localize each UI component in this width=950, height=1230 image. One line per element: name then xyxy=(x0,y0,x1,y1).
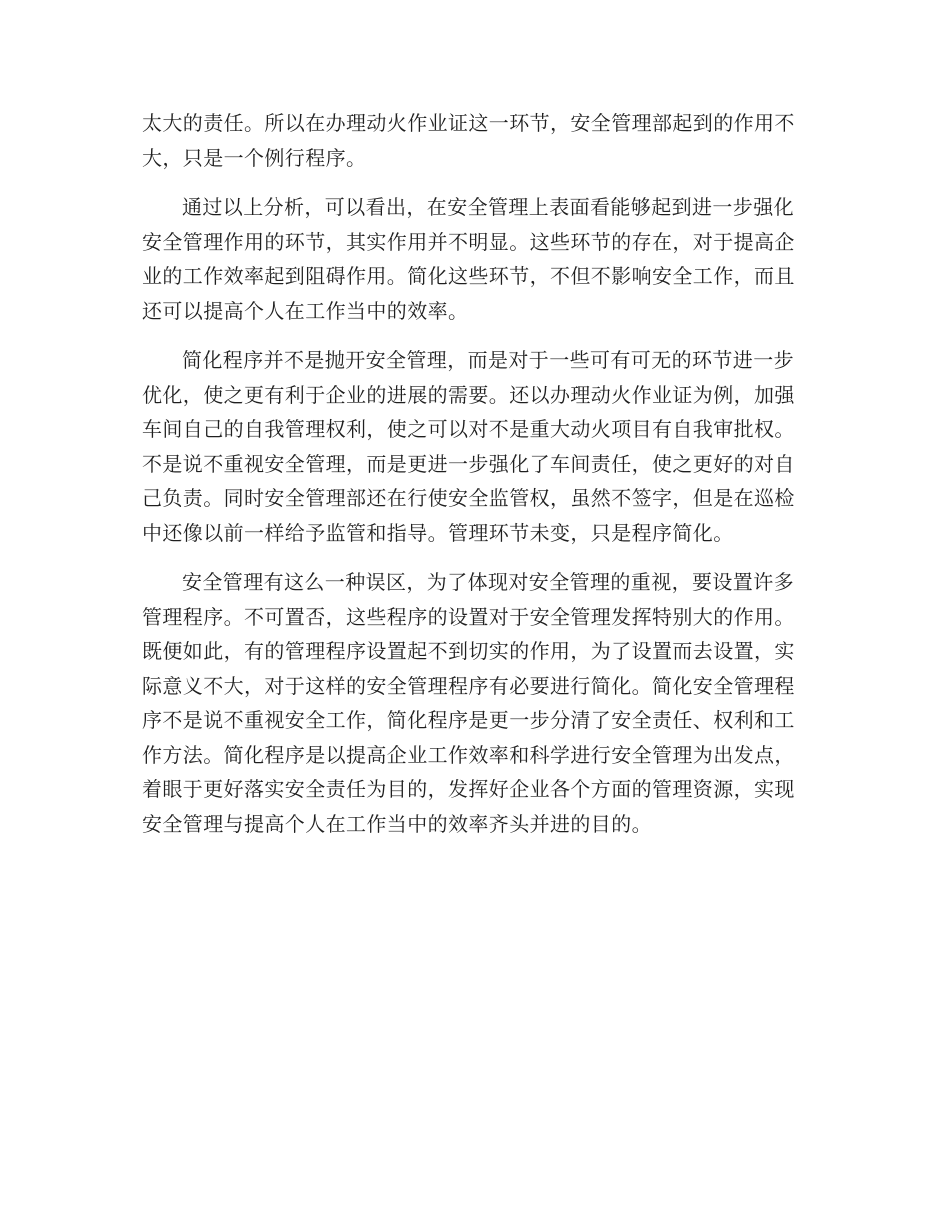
paragraph-3: 简化程序并不是抛开安全管理，而是对于一些可有可无的环节进一步优化，使之更有利于企业的进展的需要。还以办理动火作业证为例，加强车间自己的自我管理权利，使之可以对不是重大动火项目有自我审批权。不是说不重视安全管理，而是更进一步强化了车间责任，使之更好的对自己负责。同时安全管理部还在行使安全监管权，虽然不签字，但是在巡检中还像以前一样给予监管和指导。管理环节未变，只是程序简化。 xyxy=(142,348,795,545)
document-page xyxy=(142,106,806,856)
paragraph-2: 通过以上分析，可以看出，在安全管理上表面看能够起到进一步强化安全管理作用的环节，其实作用并不明显。这些环节的存在，对于提高企业的工作效率起到阻碍作用。简化这些环节，不但不影响安全工作，而且还可以提高个人在工作当中的效率。 xyxy=(142,195,795,323)
paragraph-1: 太大的责任。所以在办理动火作业证这一环节，安全管理部起到的作用不大，只是一个例行程序。 xyxy=(142,111,795,170)
paragraph-4: 安全管理有这么一种误区，为了体现对安全管理的重视，要设置许多管理程序。不可置否，这些程序的设置对于安全管理发挥特别大的作用。既便如此，有的管理程序设置起不到切实的作用，为了设置而去设置，实际意义不大，对于这样的安全管理程序有必要进行简化。简化安全管理程序不是说不重视安全工作，简化程序是更一步分清了安全责任、权利和工作方法。简化程序是以提高企业工作效率和科学进行安全管理为出发点，着眼于更好落实安全责任为目的，发挥好企业各个方面的管理资源，实现安全管理与提高个人在工作当中的效率齐头并进的目的。 xyxy=(142,570,795,836)
